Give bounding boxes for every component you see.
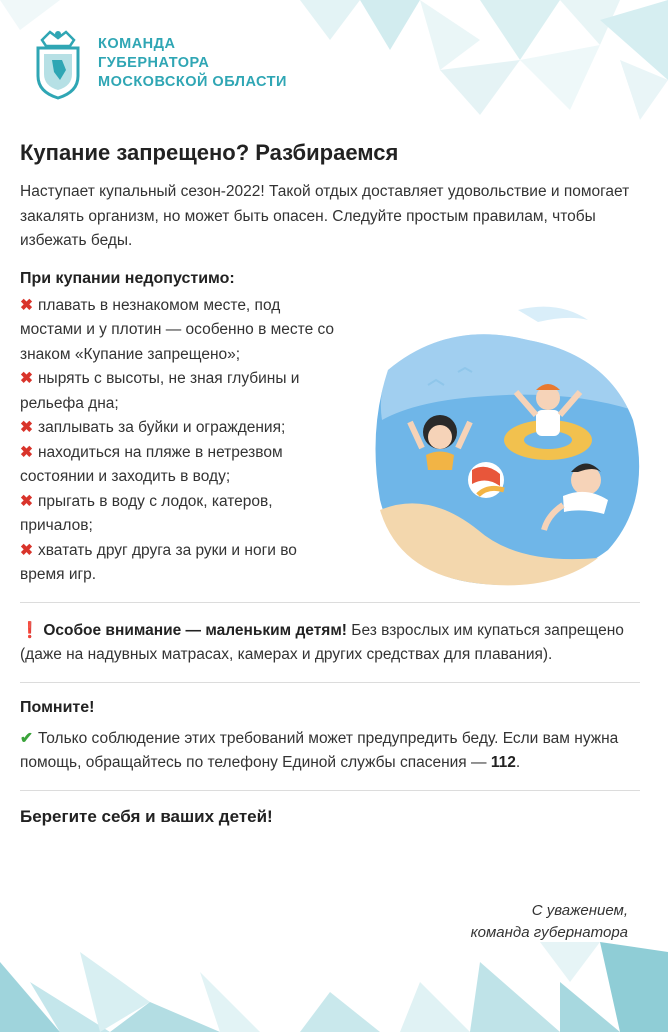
- moscow-region-crest-icon: [32, 26, 84, 100]
- signature-line-2: команда губернатора: [470, 924, 628, 941]
- header: [32, 26, 287, 100]
- warning-paragraph: [20, 619, 640, 668]
- warning-text: Без взрослых им купаться запрещено (даже на надувных матрасах, камерах и других средствах для плавания).: [20, 621, 624, 663]
- rescue-phone: 112: [490, 754, 516, 771]
- cross-icon: ✖: [20, 541, 33, 559]
- swimming-kids-illustration: [368, 300, 646, 590]
- divider-2: [20, 682, 640, 683]
- remember-paragraph: ✔ Только соблюдение этих требований может предупредить беду. Если вам нужна помощь, обращайтесь по телефону Единой службы спасения — 112.: [20, 729, 619, 771]
- rule-list: [20, 294, 345, 588]
- remember-title: Помните!: [20, 698, 95, 716]
- brand-line-2: ГУБЕРНАТОРА: [98, 54, 210, 71]
- rule-item: ✖ заплывать за буйки и ограждения;: [20, 419, 286, 436]
- warning-bold: Особое внимание — маленьким детям!: [43, 621, 347, 639]
- exclamation-icon: ❗: [20, 621, 40, 639]
- signature: [471, 900, 628, 944]
- article-intro: Наступает купальный сезон-2022! Такой отдых доставляет удовольствие и помогает закалять организм, но может быть опасен. Следуйте простым правилам, чтобы избежать беды.: [20, 183, 630, 249]
- remember-text: Только соблюдение этих требований может предупредить беду. Если вам нужна помощь, обращайтесь по телефону Единой службы спасения —: [20, 729, 619, 771]
- cross-icon: ✖: [20, 492, 33, 510]
- cross-icon: ✖: [20, 443, 33, 461]
- brand-line-1: КОМАНДА: [98, 35, 176, 52]
- closing-line: Берегите себя и ваших детей!: [20, 806, 273, 826]
- cross-icon: ✖: [20, 370, 33, 387]
- cross-icon: ✖: [20, 296, 33, 314]
- checkmark-icon: ✔: [20, 729, 33, 747]
- brand-line-3: МОСКОВСКОЙ ОБЛАСТИ: [98, 73, 287, 90]
- divider-1: [20, 602, 640, 603]
- article-title: Купание запрещено? Разбираемся: [20, 140, 399, 165]
- rule-item: ✖ прыгать в воду с лодок, катеров, причалов;: [20, 492, 273, 534]
- article: [20, 140, 640, 827]
- forbidden-title: При купании недопустимо:: [20, 269, 235, 287]
- brand-name: [98, 35, 287, 92]
- divider-3: [20, 790, 640, 791]
- rule-item: ✖ хватать друг друга за руки и ноги во время игр.: [20, 541, 297, 583]
- rule-item: ✖ находиться на пляже в нетрезвом состоянии и заходить в воду;: [20, 443, 283, 485]
- signature-line-1: С уважением,: [531, 902, 628, 919]
- cross-icon: ✖: [20, 419, 33, 436]
- rule-item: ✖ плавать в незнакомом месте, под мостами и у плотин — особенно в месте со знаком «Купание запрещено»;: [20, 296, 335, 363]
- rules-section: [20, 294, 640, 588]
- rule-item: ✖ нырять с высоты, не зная глубины и рельефа дна;: [20, 370, 300, 412]
